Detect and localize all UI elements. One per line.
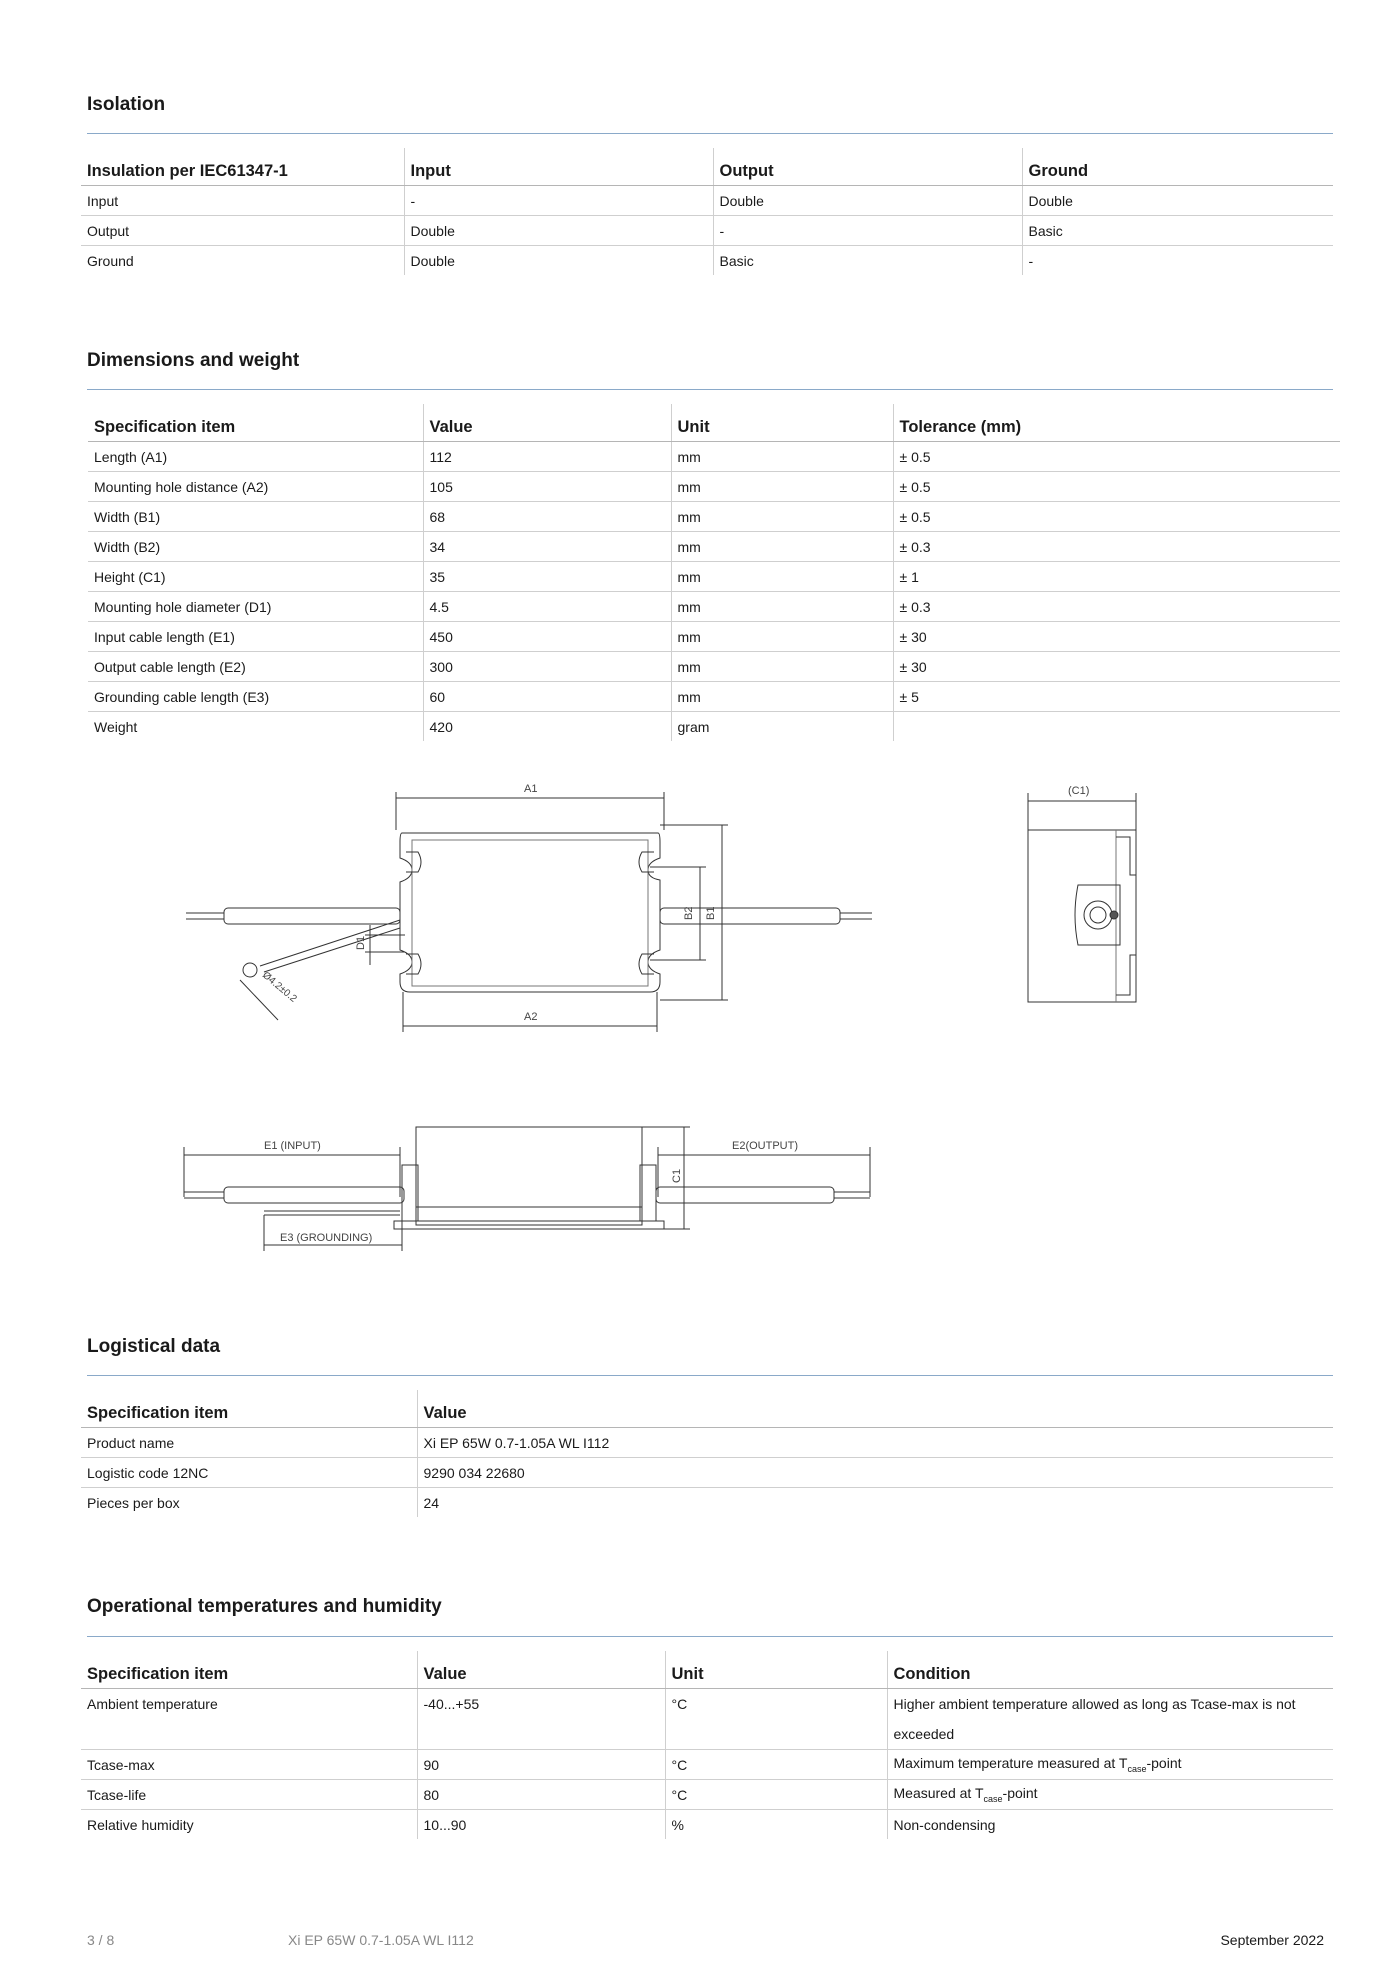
table-row bbox=[88, 502, 1340, 532]
column-header: Condition bbox=[887, 1651, 1333, 1689]
table-cell: 4.5 bbox=[423, 592, 671, 622]
column-header: Specification item bbox=[88, 404, 423, 442]
table-row bbox=[88, 712, 1340, 742]
section-rule bbox=[87, 1636, 1333, 1637]
label-b1: B1 bbox=[705, 906, 717, 920]
label-d1: D1 bbox=[355, 935, 367, 950]
table-cell: °C bbox=[665, 1750, 887, 1780]
table-cell: Weight bbox=[94, 718, 138, 735]
table-cell: Output bbox=[81, 216, 404, 246]
table-cell: Tcase-max bbox=[81, 1750, 417, 1780]
table-cell: mm bbox=[671, 622, 893, 652]
table-cell: Width (B1) bbox=[88, 502, 423, 532]
section-rule bbox=[87, 389, 1333, 390]
table-row bbox=[88, 622, 1340, 652]
table-cell: Double bbox=[713, 186, 1022, 216]
table-row bbox=[81, 1750, 1333, 1780]
input-cable-side bbox=[224, 1187, 404, 1203]
column-header: Value bbox=[417, 1390, 1333, 1428]
table-row bbox=[88, 442, 1340, 472]
input-cable bbox=[224, 908, 400, 924]
table-cell bbox=[887, 1750, 1333, 1780]
table-cell: Length (A1) bbox=[88, 442, 423, 472]
table-cell: ± 0.5 bbox=[893, 502, 1340, 532]
table-cell: % bbox=[665, 1810, 887, 1840]
column-header: Output bbox=[713, 148, 1022, 186]
table-cell: mm bbox=[671, 472, 893, 502]
table-cell: 35 bbox=[423, 562, 671, 592]
column-header: Value bbox=[423, 404, 671, 442]
driver-body-outline bbox=[400, 833, 660, 992]
table-cell: mm bbox=[671, 682, 893, 712]
table-cell: Double bbox=[404, 216, 713, 246]
ground-terminal-ring bbox=[243, 963, 257, 977]
label-e3: E3 (GROUNDING) bbox=[280, 1232, 373, 1244]
table-cell: ± 30 bbox=[893, 652, 1340, 682]
table-cell: Higher ambient temperature allowed as long as Tcase-max is not exceeded bbox=[887, 1689, 1333, 1750]
table-row bbox=[88, 532, 1340, 562]
table-cell: - bbox=[1022, 246, 1333, 276]
table-cell: ± 0.3 bbox=[893, 592, 1340, 622]
section-title-isolation: Isolation bbox=[87, 94, 166, 115]
table-row bbox=[88, 562, 1340, 592]
table-cell: 10...90 bbox=[417, 1810, 665, 1840]
table-cell: ± 0.5 bbox=[893, 442, 1340, 472]
table-header-row bbox=[81, 1651, 1333, 1689]
table-cell bbox=[887, 1780, 1333, 1810]
driver-side-body bbox=[416, 1127, 642, 1225]
subscript: case bbox=[983, 1793, 1003, 1804]
table-cell: Input bbox=[81, 186, 404, 216]
column-header: Unit bbox=[671, 404, 893, 442]
table-row bbox=[81, 1488, 1333, 1518]
column-header: Specification item bbox=[81, 1390, 417, 1428]
top-view-drawing bbox=[180, 770, 900, 1040]
table-cell: 420 bbox=[423, 712, 671, 742]
table-cell: 68 bbox=[423, 502, 671, 532]
column-header: Ground bbox=[1022, 148, 1333, 186]
column-header: Insulation per IEC61347-1 bbox=[81, 148, 404, 186]
table-row bbox=[81, 186, 1333, 216]
footer-product-name: Xi EP 65W 0.7-1.05A WL I112 bbox=[288, 1932, 474, 1948]
subscript: case bbox=[1127, 1763, 1147, 1774]
table-cell: Ambient temperature bbox=[81, 1689, 417, 1750]
table-row bbox=[88, 682, 1340, 712]
condition-text: -point bbox=[1146, 1755, 1182, 1772]
table-cell: Logistic code 12NC bbox=[81, 1458, 417, 1488]
table-cell: ± 0.5 bbox=[893, 472, 1340, 502]
column-header: Tolerance (mm) bbox=[893, 404, 1340, 442]
table-cell: Mounting hole distance (A2) bbox=[88, 472, 423, 502]
table-cell: °C bbox=[665, 1689, 887, 1750]
table-cell: mm bbox=[671, 562, 893, 592]
table-header-row bbox=[88, 404, 1340, 442]
table-cell: 60 bbox=[423, 682, 671, 712]
table-header-row bbox=[81, 1390, 1333, 1428]
table-cell: Product name bbox=[81, 1428, 417, 1458]
label-c1-side: C1 bbox=[671, 1168, 683, 1183]
column-header: Input bbox=[404, 148, 713, 186]
label-e2: E2(OUTPUT) bbox=[732, 1140, 798, 1152]
table-cell: 80 bbox=[417, 1780, 665, 1810]
table-cell: Xi EP 65W 0.7-1.05A WL I112 bbox=[417, 1428, 1333, 1458]
table-cell: 34 bbox=[423, 532, 671, 562]
table-cell: 24 bbox=[417, 1488, 1333, 1518]
column-header: Value bbox=[417, 1651, 665, 1689]
column-header: Unit bbox=[665, 1651, 887, 1689]
label-c1-end: (C1) bbox=[1068, 785, 1090, 797]
table-cell: Grounding cable length (E3) bbox=[88, 682, 423, 712]
table-row bbox=[81, 216, 1333, 246]
table-cell: 9290 034 22680 bbox=[417, 1458, 1333, 1488]
table-cell: 300 bbox=[423, 652, 671, 682]
label-e1: E1 (INPUT) bbox=[264, 1140, 321, 1152]
table-cell: mm bbox=[671, 652, 893, 682]
dimensions-table bbox=[88, 404, 1340, 741]
table-cell: Height (C1) bbox=[88, 562, 423, 592]
table-cell: Double bbox=[404, 246, 713, 276]
table-cell: Mounting hole diameter (D1) bbox=[88, 592, 423, 622]
table-cell: mm bbox=[671, 592, 893, 622]
label-a2: A2 bbox=[524, 1011, 538, 1023]
table-cell: -40...+55 bbox=[417, 1689, 665, 1750]
table-cell: ± 5 bbox=[893, 682, 1340, 712]
label-a1: A1 bbox=[524, 783, 538, 795]
table-row bbox=[81, 1780, 1333, 1810]
table-row bbox=[81, 246, 1333, 276]
table-cell: 450 bbox=[423, 622, 671, 652]
footer-page-number: 3 / 8 bbox=[87, 1932, 115, 1948]
table-cell: Double bbox=[1022, 186, 1333, 216]
operational-table bbox=[81, 1651, 1333, 1839]
table-cell: Non-condensing bbox=[887, 1810, 1333, 1840]
table-row bbox=[81, 1689, 1333, 1750]
table-cell: Width (B2) bbox=[88, 532, 423, 562]
table-cell: ± 0.3 bbox=[893, 532, 1340, 562]
footer-date: September 2022 bbox=[1220, 1932, 1324, 1948]
end-view-drawing bbox=[1020, 775, 1180, 1015]
output-cable-side bbox=[656, 1187, 834, 1203]
table-cell: 112 bbox=[423, 442, 671, 472]
section-title-logistical: Logistical data bbox=[87, 1336, 221, 1357]
label-hole-diameter: Ø4.2±0.2 bbox=[260, 969, 299, 1005]
table-cell: Tcase-life bbox=[81, 1780, 417, 1810]
condition-text: Measured at T bbox=[893, 1785, 984, 1802]
isolation-table bbox=[81, 148, 1333, 275]
table-cell: - bbox=[404, 186, 713, 216]
table-cell: °C bbox=[665, 1780, 887, 1810]
side-view-drawing bbox=[180, 1115, 900, 1265]
table-cell: Input cable length (E1) bbox=[88, 622, 423, 652]
table-cell bbox=[893, 712, 1340, 742]
table-cell: ± 30 bbox=[893, 622, 1340, 652]
condition-text: Maximum temperature measured at T bbox=[893, 1755, 1128, 1772]
section-rule bbox=[87, 1375, 1333, 1376]
logistical-table bbox=[81, 1390, 1333, 1517]
column-header: Specification item bbox=[81, 1651, 417, 1689]
table-cell: 105 bbox=[423, 472, 671, 502]
table-row bbox=[81, 1428, 1333, 1458]
table-cell: 90 bbox=[417, 1750, 665, 1780]
table-row bbox=[88, 652, 1340, 682]
table-cell: Relative humidity bbox=[87, 1816, 194, 1833]
section-title-operational: Operational temperatures and humidity bbox=[87, 1596, 442, 1617]
condition-text: -point bbox=[1002, 1785, 1038, 1802]
table-cell: mm bbox=[671, 442, 893, 472]
table-cell: Output cable length (E2) bbox=[88, 652, 423, 682]
table-cell: Ground bbox=[87, 252, 134, 269]
section-rule bbox=[87, 133, 1333, 134]
table-row bbox=[81, 1458, 1333, 1488]
table-cell: Basic bbox=[713, 246, 1022, 276]
table-cell: - bbox=[713, 216, 1022, 246]
section-title-dimensions: Dimensions and weight bbox=[87, 350, 300, 371]
table-cell: mm bbox=[671, 532, 893, 562]
table-cell: ± 1 bbox=[893, 562, 1340, 592]
table-header-row bbox=[81, 148, 1333, 186]
table-row bbox=[88, 472, 1340, 502]
table-cell: Basic bbox=[1022, 216, 1333, 246]
table-cell: Pieces per box bbox=[87, 1494, 180, 1511]
label-b2: B2 bbox=[683, 906, 695, 920]
table-row bbox=[88, 592, 1340, 622]
table-row bbox=[81, 1810, 1333, 1840]
table-cell: gram bbox=[671, 712, 893, 742]
table-cell: mm bbox=[671, 502, 893, 532]
